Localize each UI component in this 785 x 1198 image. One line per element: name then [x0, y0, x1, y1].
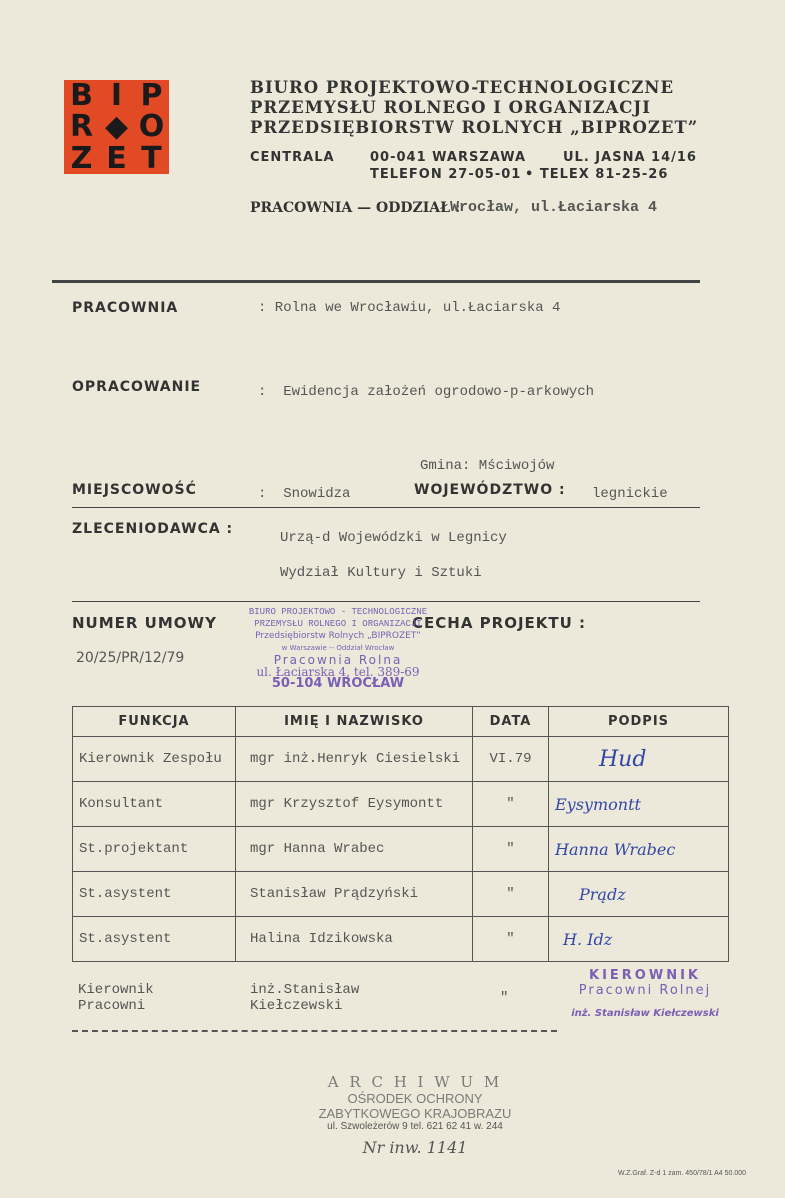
stamp-line: Przedsiębiorstw Rolnych „BIPROZET”: [255, 631, 421, 641]
signature: Hud: [549, 737, 729, 782]
logo-letter: R: [69, 109, 94, 145]
stamp-line: PRZEMYSŁU ROLNEGO I ORGANIZACJI: [254, 619, 422, 629]
org-name: [250, 78, 698, 138]
opracowanie-label: OPRACOWANIE: [72, 379, 202, 395]
divider: [72, 601, 700, 602]
archive-title: A R C H I W U M: [327, 1073, 503, 1091]
stamp-title: KIEROWNIK: [589, 968, 701, 983]
branch-value: Wrocław, ul.Łaciarska 4: [450, 199, 658, 216]
opracowanie-value: Ewidencja założeń ogrodowo-p-arkowych: [283, 384, 595, 400]
logo-letter: B: [70, 78, 93, 113]
kierownik-stamp: [555, 968, 735, 1019]
office-stamp: [238, 606, 438, 690]
logo-letter: E: [106, 140, 127, 176]
branch-label: PRACOWNIA — ODDZIAŁ :: [250, 200, 461, 216]
archive-line: OŚRODEK OCHRONY: [347, 1091, 483, 1106]
numer-umowy-value: 20/25/PR/12/79: [76, 650, 185, 666]
header-podpis: PODPIS: [549, 707, 729, 737]
cell-nazwisko: mgr inż.Henryk Ciesielski: [236, 737, 473, 782]
archive-stamp: [300, 1073, 530, 1157]
cell-nazwisko: mgr Hanna Wrabec: [236, 827, 473, 872]
cell-nazwisko: Stanisław Prądzyński: [236, 872, 473, 917]
stamp-line: BIURO PROJEKTOWO - TECHNOLOGICZNE: [248, 607, 428, 617]
cell-data: VI.79: [473, 737, 549, 782]
pracownia-label: PRACOWNIA: [72, 300, 179, 316]
archive-line: ul. Szwoleżerów 9 tel. 621 62 41 w. 244: [327, 1121, 503, 1132]
cell-data: ": [473, 917, 549, 962]
table-row: [73, 737, 729, 782]
stamp-name: inż. Stanisław Kiełczewski: [571, 1008, 719, 1019]
cell-data: ": [473, 827, 549, 872]
table-row: [73, 872, 729, 917]
cell-nazwisko: mgr Krzysztof Eysymontt: [236, 782, 473, 827]
stamp-sub: Pracowni Rolnej: [578, 983, 712, 998]
kierownik-pracowni-name: inż.Stanisław Kiełczewski: [250, 982, 360, 1014]
zleceniodawca-line: Urzą-d Wojewódzki w Legnicy: [280, 530, 507, 546]
cell-data: ": [473, 782, 549, 827]
cell-funkcja: St.asystent: [73, 917, 236, 962]
logo-letter: I: [110, 78, 123, 113]
header-data: DATA: [473, 707, 549, 737]
logo-letter: Z: [70, 140, 93, 176]
org-line: PRZEMYSŁU ROLNEGO I ORGANIZACJI: [250, 98, 651, 117]
miejscowosc-value: Snowidza: [283, 486, 351, 502]
zleceniodawca-line: Wydział Kultury i Sztuki: [280, 565, 482, 581]
logo-letter: P: [140, 78, 163, 113]
wojewodztwo-value: legnickie: [592, 486, 668, 502]
divider: [52, 280, 700, 283]
table-row: [73, 917, 729, 962]
cell-funkcja: Kierownik Zespołu: [73, 737, 236, 782]
org-line: PRZEDSIĘBIORSTW ROLNYCH „BIPROZET”: [250, 118, 699, 137]
cell-data: ": [473, 872, 549, 917]
team-table: [72, 706, 729, 962]
table-row: [73, 827, 729, 872]
table-row: [73, 782, 729, 827]
logo-letter: T: [141, 140, 162, 176]
cell-funkcja: Konsultant: [73, 782, 236, 827]
archive-line: ZABYTKOWEGO KRAJOBRAZU: [318, 1106, 512, 1121]
stamp-line: 50-104 WROCŁAW: [271, 676, 405, 691]
biprozet-logo: [64, 80, 169, 174]
signature: Hanna Wrabec: [549, 827, 729, 872]
cell-funkcja: St.projektant: [73, 827, 236, 872]
address: 00-041 WARSZAWA: [370, 150, 527, 165]
stamp-line: Pracownia Rolna: [273, 653, 403, 667]
org-line: BIURO PROJEKTOWO-TECHNOLOGICZNE: [250, 78, 675, 97]
inventory-number: Nr inw. 1141: [362, 1138, 468, 1157]
stamp-line: w Warszawie -- Oddział Wrocław: [281, 644, 395, 652]
cell-funkcja: St.asystent: [73, 872, 236, 917]
stamp-line: ul. Łaciarska 4, tel. 389-69: [256, 665, 420, 679]
signature-line: [72, 1030, 557, 1032]
zleceniodawca-label: ZLECENIODAWCA :: [72, 521, 234, 537]
cecha-projektu-label: CECHA PROJEKTU :: [412, 614, 587, 632]
centrala-label: CENTRALA: [250, 150, 335, 165]
signature: Eysymontt: [549, 782, 729, 827]
wojewodztwo-label: WOJEWÓDZTWO :: [414, 482, 566, 498]
phone: TELEFON 27-05-01: [370, 167, 522, 182]
kierownik-data: ": [500, 990, 509, 1006]
logo-letter: O: [138, 109, 165, 145]
header-funkcja: FUNKCJA: [73, 707, 236, 737]
print-note: W.Z.Graf. Z-d 1 zam. 450/78/1 A4 50.000: [618, 1170, 747, 1177]
signature: Prądz: [549, 872, 729, 917]
pracownia-value: : Rolna we Wrocławiu, ul.Łaciarska 4: [258, 300, 561, 316]
street: UL. JASNA 14/16: [563, 150, 697, 165]
miejscowosc-label: MIEJSCOWOŚĆ: [72, 482, 197, 498]
divider: [72, 507, 700, 508]
kierownik-pracowni-label: Kierownik Pracowni: [78, 982, 154, 1014]
table-header: [73, 707, 729, 737]
telex: TELEX 81-25-26: [539, 167, 669, 182]
gmina-value: Gmina: Mściwojów: [420, 458, 555, 474]
signature: H. Idz: [549, 917, 729, 962]
cell-nazwisko: Halina Idzikowska: [236, 917, 473, 962]
logo-letter: ◆: [104, 109, 129, 145]
header-nazwisko: IMIĘ I NAZWISKO: [236, 707, 473, 737]
numer-umowy-label: NUMER UMOWY: [72, 614, 217, 632]
